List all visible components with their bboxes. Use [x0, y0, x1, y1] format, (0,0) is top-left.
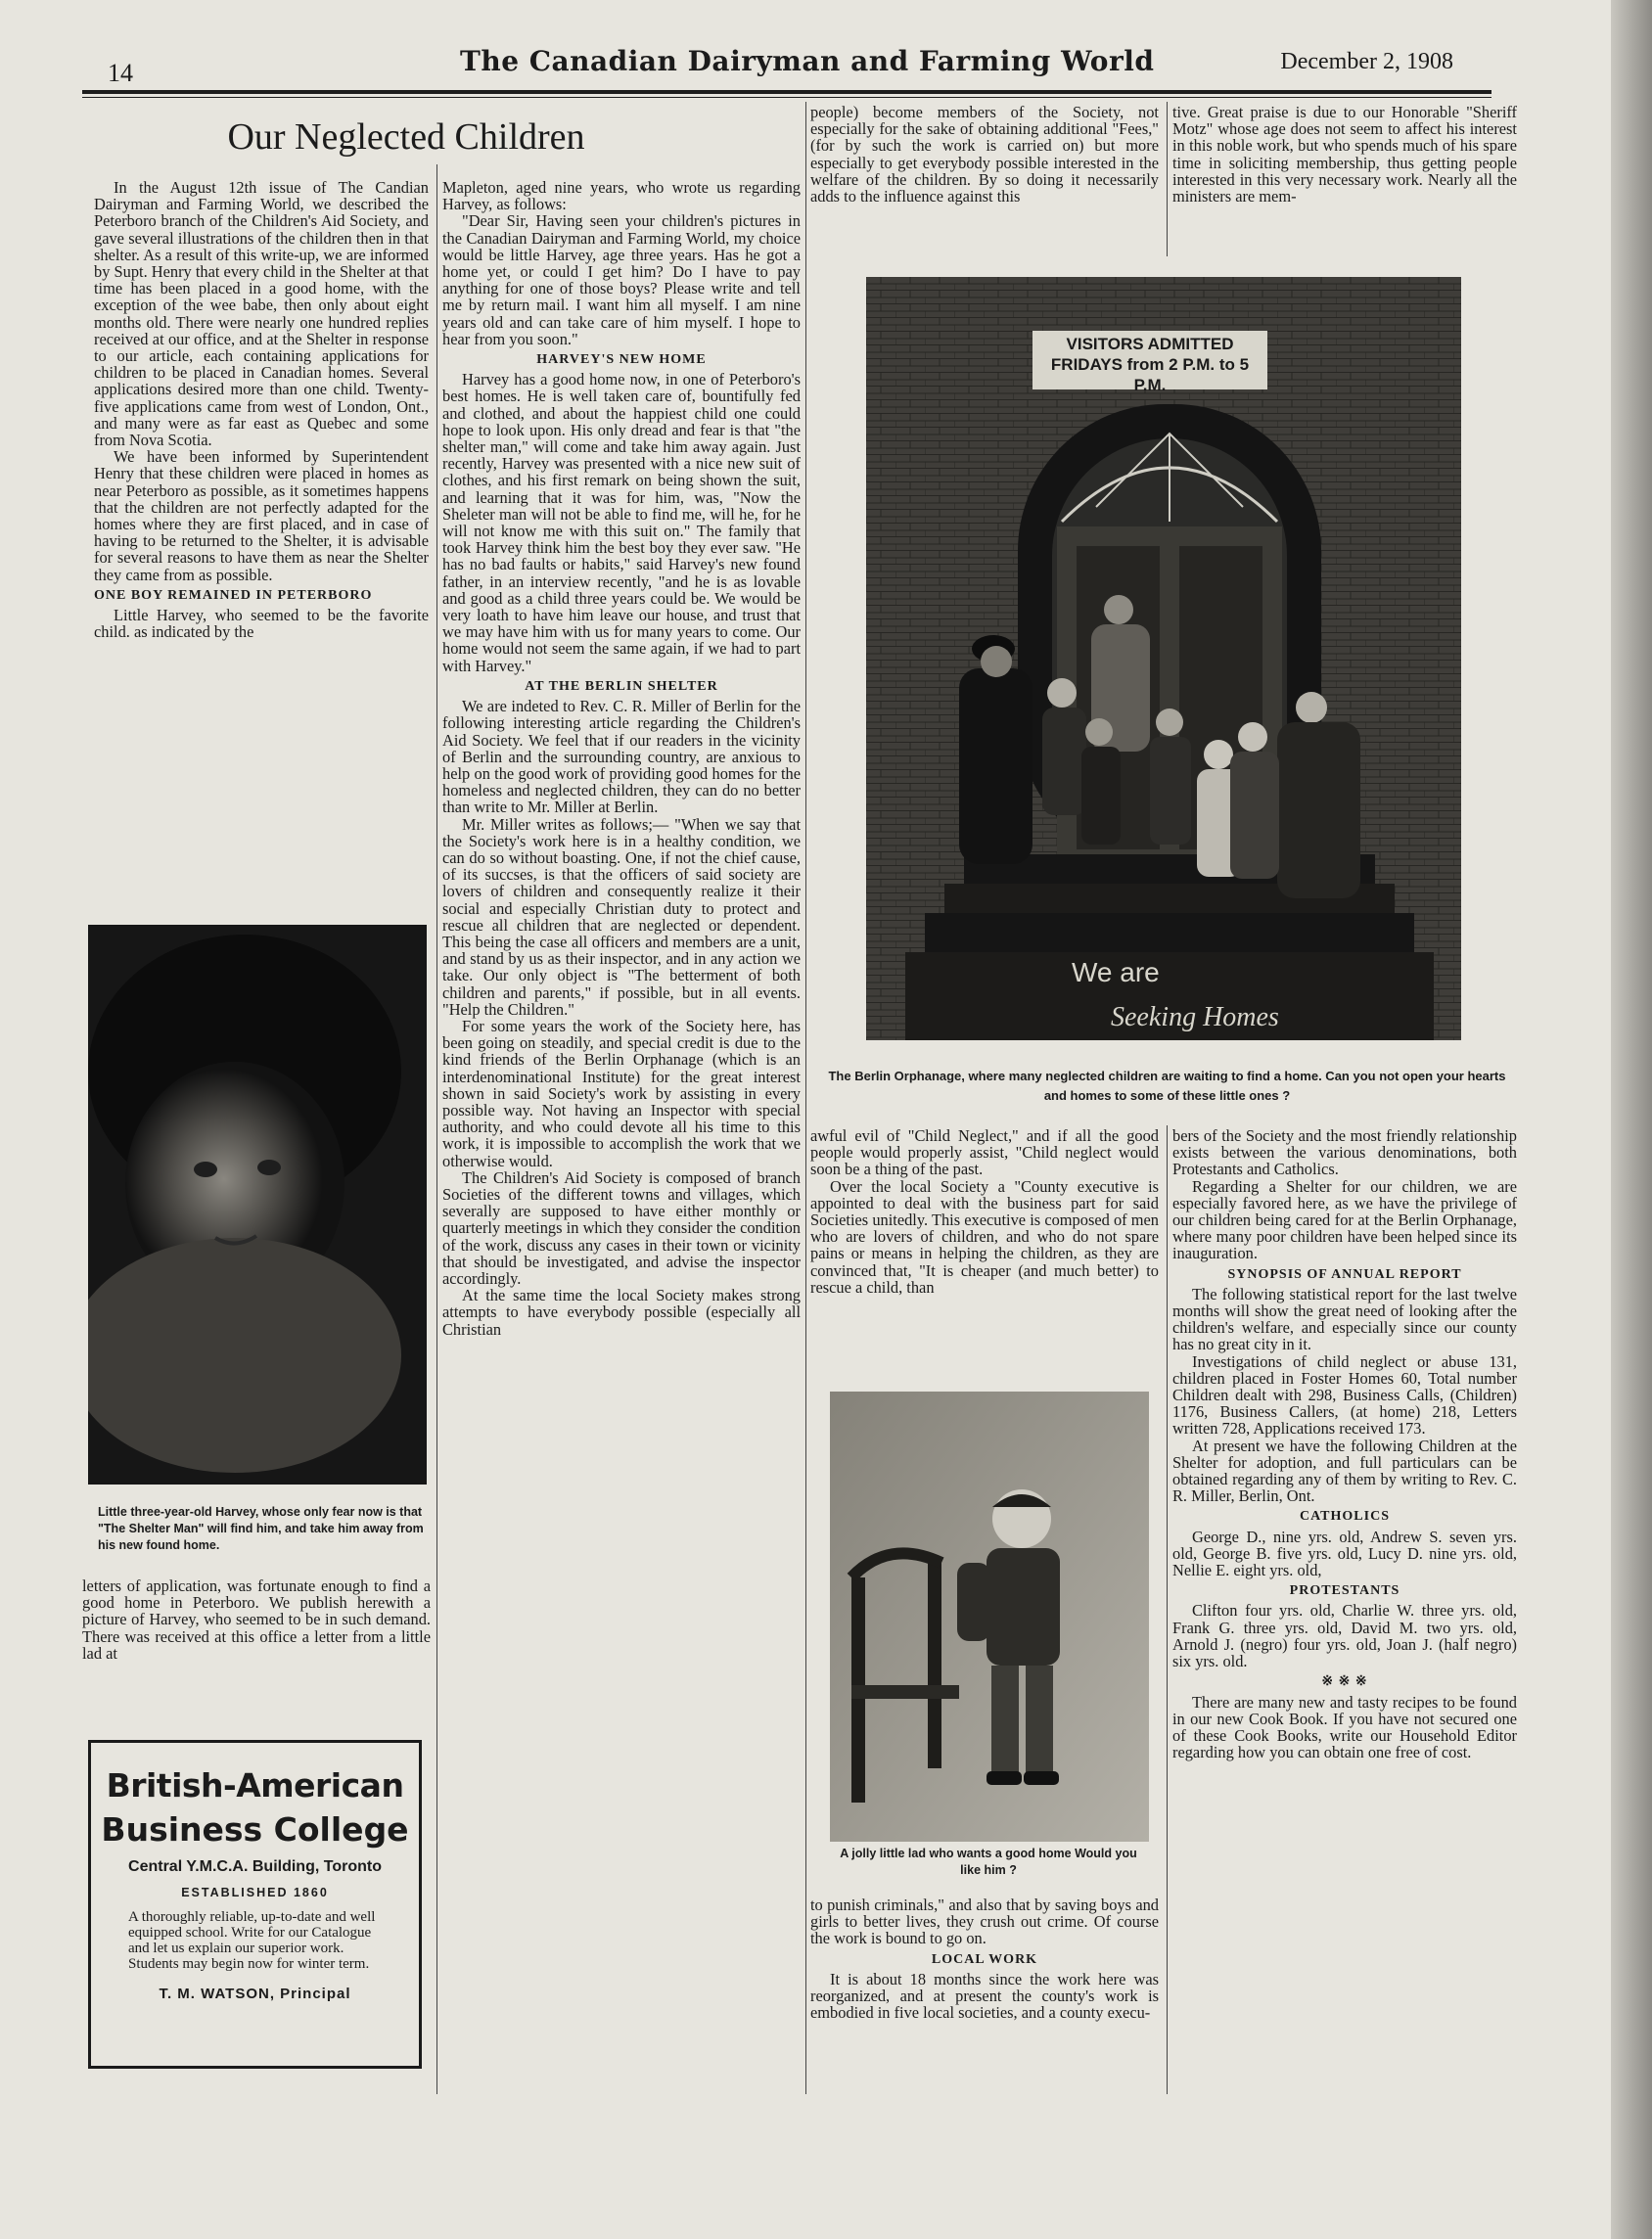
paragraph: At the same time the local Society makes strong attempts to have everybody possible (especially all Christian [442, 1286, 801, 1339]
ad-body: A thoroughly reliable, up-to-date and well equipped school. Write for our Catalogue and let us explain our superior work. Students may begin now for winter term. [128, 1909, 376, 1972]
column-divider [805, 102, 806, 2094]
orphanage-caption: The Berlin Orphanage, where many neglected children are waiting to find a home. Can you not open your hearts and homes to some of these little ones ? [828, 1069, 1506, 1103]
column-divider [436, 164, 437, 2094]
header-rule [82, 90, 1491, 94]
paragraph: Little Harvey, who seemed to be the favorite child. as indicated by the [94, 606, 429, 642]
paragraph: Harvey has a good home now, in one of Peterboro's best homes. He is well taken care of, bountifully fed and clothed, and about the happiest child one could hope to look upon. His only dread and fear is that "the shelter man," will come and take him away again. Just recently, Harvey was presented with a nice new suit of clothes, and his first remark on being shown the suit, and learning that it was for him, was, "Now the Sheleter man will not be able to find me, will he, for he will not know me with this suit on." The family that took Harvey think him the best boy they ever saw. "He has no bad faults or habits," said Harvey's new found father, in an interview recently, "and he is as lovable and good as a child three years could be. We would be very loath to have him leave our house, and trust that we may have him with us for many years to come. Our home would not seem the same again, if we had to part with Harvey." [442, 370, 801, 675]
ad-established: ESTABLISHED 1860 [181, 1886, 329, 1899]
paragraph: At present we have the following Children at the Shelter for adoption, and full particulars can be obtained regarding any of them by writing to Rev. C. R. Miller, Berlin, Ont. [1172, 1436, 1517, 1506]
paragraph: The following statistical report for the last twelve months will show the great need of looking after the children's welfare, and especially since our county has no great city in it. [1172, 1284, 1517, 1354]
masthead-title: The Canadian Dairyman and Farming World [460, 45, 1155, 77]
ad-line-2: Business College [101, 1810, 409, 1849]
column-1 [94, 179, 429, 640]
harvey-caption: Little three-year-old Harvey, whose only fear now is that "The Shelter Man" will find him, and take him away from his new found home. [98, 1505, 424, 1552]
subheading: SYNOPSIS OF ANNUAL REPORT [1227, 1266, 1462, 1282]
ornament: ※ ※ ※ [1321, 1674, 1368, 1690]
page-number: 14 [108, 59, 133, 87]
column-1-continued [82, 1577, 431, 1662]
column-3-middle [810, 1127, 1159, 1296]
paragraph: We are indeted to Rev. C. R. Miller of Berlin for the following interesting article regarding the Children's Aid Society. We feel that if our readers in the vicinity of Berlin and the surrounding country, are anxious to help on the good work of providing good homes for the homeless and neglected children, they can do no better than write to Mr. Miller at Berlin. [442, 697, 801, 817]
column-2 [442, 179, 801, 1338]
paragraph: "Dear Sir, Having seen your children's pictures in the Canadian Dairyman and Farming World, my choice would be little Harvey, age three years. Has he got a home yet, or could I get him? Do I have to pay anything for one of those boys? Please write and tell me by return mail. I want him all myself. I am nine years old and can take care of him myself. I hope to hear from you soon." [442, 211, 801, 348]
subheading: PROTESTANTS [1289, 1583, 1400, 1599]
subheading: HARVEY'S NEW HOME [536, 352, 707, 368]
slate-text-line-1: We are [1072, 957, 1160, 987]
paragraph: Regarding a Shelter for our children, we are especially favored here, as we have the privilege of our children being cared for at the Berlin Orphanage, where many poor children have been helped since its inauguration. [1172, 1176, 1517, 1263]
harvey-photo [88, 925, 427, 1485]
ad-address: Central Y.M.C.A. Building, Toronto [128, 1858, 382, 1875]
subheading: ONE BOY REMAINED IN PETERBORO [94, 587, 373, 603]
paragraph: Over the local Society a "County executive is appointed to deal with the business part for said Societies unitedly. This executive is composed of men who are lovers of children, and who do not spare pains or means in helping the children, as they are convinced that, "It is cheaper (and much better) to rescue a child, than [810, 1176, 1159, 1297]
paragraph: The Children's Aid Society is composed of branch Societies of the different towns and villages, which severally are supposed to have either monthly or quarterly meetings in which they consider the condition of the work, discuss any cases in their town or vicinity that should be investigated, and advise the inspector accordingly. [442, 1167, 801, 1288]
paragraph: awful evil of "Child Neglect," and if all the good people would properly assist, "Child neglect would soon be a thing of the past. [810, 1126, 1159, 1179]
subheading: CATHOLICS [1300, 1509, 1390, 1525]
visitors-sign: VISITORS ADMITTED FRIDAYS from 2 P.M. to 5 P.M. [1050, 335, 1250, 394]
ad-principal: T. M. WATSON, Principal [159, 1986, 351, 2002]
paragraph: to punish criminals," and also that by saving boys and girls to better lives, they crush out crime. Of course the work is bound to go on. [810, 1896, 1159, 1948]
column-divider [1167, 1125, 1168, 2094]
column-3-top [810, 104, 1159, 205]
paragraph: For some years the work of the Society here, has been going on steadily, and special credit is due to the kind friends of the Berlin Orphanage (which is an interdenominational Institute) for the great interest shown in said Society's work by assisting in every possible way. Not having an Inspector with special authority, and who could devote all his time to this work, it is impossible to accomplish the work that we otherwise would. [442, 1016, 801, 1170]
paragraph: people) become members of the Society, not especially for the sake of obtaining additional "Fees," (for by such the work is carried on) but more especially to get everybody possible interested in the welfare of the children. By so doing it necessarily adds to the influence against this [810, 103, 1159, 206]
slate-text-line-2: Seeking Homes [1111, 1002, 1279, 1032]
paragraph: There are many new and tasty recipes to be found in our new Cook Book. If you have not secured one of these Cook Books, write our Household Editor regarding how you can obtain one free of cost. [1172, 1692, 1517, 1762]
orphanage-photo [866, 277, 1461, 1040]
paragraph: It is about 18 months since the work here was reorganized, and at present the county's work is embodied in five local societies, and a county execu- [810, 1969, 1159, 2023]
paragraph: Clifton four yrs. old, Charlie W. three yrs. old, Frank G. three yrs. old, David M. two yrs. old, Arnold J. (negro) four yrs. old, Joan J. (half negro) six yrs. old. [1172, 1601, 1517, 1671]
column-3-bottom [810, 1896, 1159, 2021]
jolly-lad-photo [830, 1392, 1149, 1842]
paragraph: bers of the Society and the most friendly relationship exists between the various denominations, both Protestants and Catholics. [1172, 1126, 1517, 1179]
paragraph: Mapleton, aged nine years, who wrote us regarding Harvey, as follows: [442, 178, 801, 214]
paragraph: George D., nine yrs. old, Andrew S. seven yrs. old, George B. five yrs. old, Lucy D. nine yrs. old, Nellie E. eight yrs. old, [1172, 1527, 1517, 1580]
paragraph: Mr. Miller writes as follows;— "When we say that the Society's work here is in a healthy condition, we can do so without boasting. One, if not the chief cause, of its succses, is that the officers of said society are lovers of children and consequently realize it their social and especially Christian duty to protect and rescue all children that are neglected or dependent. This being the case all officers and members are a unit, and stand by us as their inspector, and in any action we take. Our only object is "The betterment of both children and parents," if possible, but in all events. "Help the Children." [442, 814, 801, 1019]
column-4-top [1172, 104, 1517, 205]
ad-line-1: British-American [106, 1766, 404, 1805]
subheading: LOCAL WORK [931, 1951, 1038, 1967]
column-4 [1172, 1127, 1517, 1760]
paragraph: letters of application, was fortunate enough to find a good home in Peterboro. We publish herewith a picture of Harvey, who seemed to be in such demand. There was received at this office a letter from a little lad at [82, 1576, 431, 1663]
subheading: AT THE BERLIN SHELTER [525, 678, 718, 694]
jolly-lad-caption: A jolly little lad who wants a good home Would you like him ? [840, 1847, 1137, 1877]
paragraph: tive. Great praise is due to our Honorable "Sheriff Motz" whose age does not seem to affect his interest in this noble work, but who spends much of his spare time in soliciting membership, thus getting people interested in this very necessary work. Nearly all the ministers are mem- [1172, 103, 1517, 206]
issue-date: December 2, 1908 [1280, 49, 1453, 74]
business-college-advertisement [88, 1740, 422, 2069]
header-rule-thin [82, 97, 1491, 98]
paragraph: Investigations of child neglect or abuse 131, children placed in Foster Homes 60, Total number Children dealt with 298, Business Calls, (Children) 1176, Business Callers, (at home) 218, Letters written 728, Applications received 173. [1172, 1351, 1517, 1439]
paragraph: In the August 12th issue of The Candian Dairyman and Farming World, we described the Peterboro branch of the Children's Aid Society, and gave several illustrations of the children then in that shelter. As a result of this write-up, we are informed by Supt. Henry that every child in the Shelter at that time has been placed in a good home, with the exception of the wee babe, then only about eight months old. There were nearly one hundred replies received at our office, and at the Shelter in response to our article, each containing applications for children to be placed in Canadian homes. Several applications desired more than one child. Twenty-five applications came from west of London, Ont., and many were as far east as Quebec and some from Nova Scotia. [94, 178, 429, 450]
binding-edge [1611, 0, 1652, 2239]
column-divider [1167, 102, 1168, 256]
article-title: Our Neglected Children [227, 116, 585, 158]
paragraph: We have been informed by Superintendent Henry that these children were placed in homes as near Peterboro as possible, as it sometimes happens that the children are not perfectly adapted for the homes where they are first placed, and in case of having to be returned to the Shelter, it is advisable for several reasons to have them as near the Shelter they came from as possible. [94, 447, 429, 584]
page-header [78, 41, 1492, 86]
